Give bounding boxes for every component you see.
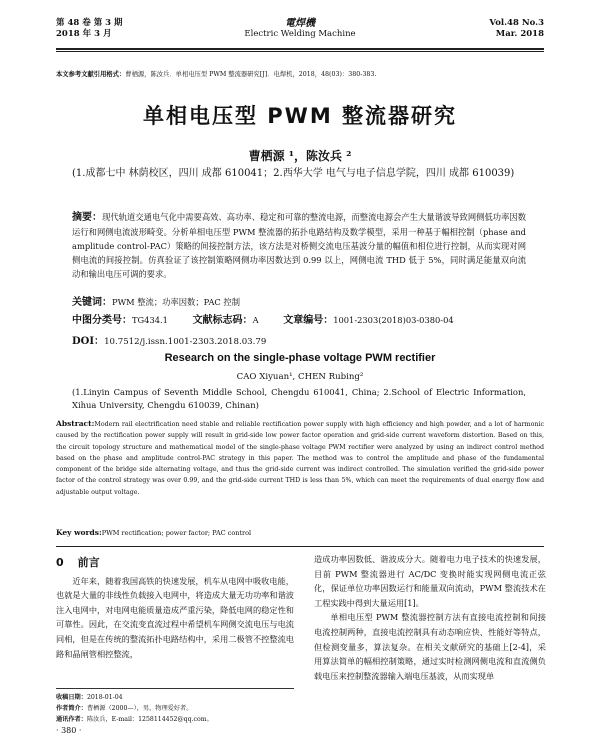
issue-info-en: [489, 18, 544, 40]
doc-code-label: 文献标志码：: [192, 315, 253, 326]
abstract-rule: [56, 546, 544, 547]
bio-label: 作者简介：: [56, 705, 87, 712]
journal-logo: 電焊機: [285, 18, 315, 29]
journal-header: [56, 18, 544, 46]
affiliation: (1.成都七中 林荫校区，四川 成都 610041；2.西华大学 电气与电子信息学院，四川 成都 610039): [72, 168, 515, 179]
clc-label: 中图分类号：: [72, 315, 132, 326]
section-title: 前言: [77, 556, 100, 569]
received-label: 收稿日期：: [56, 694, 87, 701]
corr-value: 陈汝兵，E-mail：1258114452@qq.com。: [86, 716, 213, 723]
citation-text: 曹栖源，陈汝兵．单相电压型 PWM 整流器研究[J]．电焊机，2018，48(03)：380-383.: [125, 71, 377, 78]
body-paragraph: 近年来，随着我国高铁的快速发展，机车从电网中吸收电能，也就是大量的非线性负载接入电网中，将造成大量无功功率和谐波注入电网中，对电网电能质量造成严重污染，降低电网的稳定性和可靠性。因此，在交流变直流过程中希望机车网侧交流电压与电流同相，但是在传统的整流拓扑电路结构中，采用二极管不控整流电路和晶闸管相控整流，: [56, 575, 294, 659]
keywords-en: [56, 528, 544, 537]
volume-en: Vol.48 No.3: [489, 18, 544, 28]
corr-label: 通讯作者：: [56, 716, 87, 723]
issue-volume: 第 48 卷 第 3 期: [56, 18, 123, 28]
article-no-label: 文章编号：: [283, 315, 334, 326]
page-number: · 380 ·: [56, 726, 82, 735]
section-number: 0: [56, 556, 64, 569]
abstract-en-label: Abstract:: [56, 419, 95, 428]
abstract-en-text: Modern rail electrification need stable and reliable rectification power supply with high efficiency and high powder, and a lot of harmonic caused by the rectification power supply will result in grid-side low power factor operation and grid-side current waveform distortion. Based on this, the circuit topology structure and mathematical model of the single-phase voltage PWM rectifier were analyzed by using an indirect control method based on the phase and amplitude control-PAC strategy in this paper. The method was to control the amplitude and phase of the fundamental component of the bridge side alternating voltage, and thus the grid-side current was indirect controlled. The simulation verified the grid-side power factor of the control strategy was over 0.99, and the grid-side current THD is less than 5%, which can meet the requirements of dual energy flow and adjustable output voltage.: [56, 421, 544, 496]
abstract-en: [56, 418, 544, 498]
received-value: 2018-01-04: [86, 694, 123, 701]
journal-name: [56, 18, 544, 40]
section-heading: [56, 556, 294, 571]
doi-value[interactable]: 10.7512/j.issn.1001-2303.2018.03.79: [104, 337, 267, 347]
footnote: [56, 688, 294, 725]
body-paragraph: 单相电压型 PWM 整流器控制方法有直接电流控制和间接电流控制两种，直接电流控制具有动态响应快、性能好等特点，但检测变量多，算法复杂。在相关文献研究的基础上[2-4]，采用算法简单的幅相控制策略，通过实时检测网侧电流和直流侧负载电压来控制整流器输入端电压基波，从而实现单: [314, 612, 546, 681]
doc-code-value: A: [252, 315, 259, 325]
citation-label: 本文参考文献引用格式：: [56, 71, 126, 78]
issue-date: 2018 年 3 月: [56, 29, 112, 39]
keywords-text: PWM 整流；功率因数；PAC 控制: [112, 297, 241, 307]
keywords-label: 关键词：: [72, 297, 112, 308]
citation-line: [56, 70, 544, 79]
paper-title: 单相电压型 PWM 整流器研究: [142, 104, 458, 128]
paper-title-en: Research on the single-phase voltage PWM rectifier: [164, 352, 436, 364]
doi-label: DOI：: [72, 336, 105, 347]
article-no-value: 1001-2303(2018)03-0380-04: [333, 315, 454, 325]
body-column-left: [56, 556, 294, 661]
date-en: Mar. 2018: [495, 29, 544, 39]
body-column-right: [314, 552, 546, 683]
keywords-en-text: PWM rectification; power factor; PAC control: [101, 529, 252, 537]
authors: 曹栖源 ¹，陈汝兵 ²: [248, 149, 352, 163]
abstract-text: 现代轨道交通电气化中需要高效、高功率、稳定和可靠的整流电源，而整流电源会产生大量谐波导致网侧低功率因数运行和网侧电流波形畸变。分析单相电压型 PWM 整流器的拓扑电路结构及数学模型，采用一种基于幅相控制（phase and amplitude control-PAC）策略的间接控制方法，该方法是对桥侧交流电压基波分量的幅值和相位进行控制，从而实现对网侧电流的间接控制。仿真验证了该控制策略网侧功率因数达到 0.99 以上，网侧电流 THD 低于 5%，同时满足能量双向流动和输出电压可调的要求。: [72, 212, 527, 279]
keywords-en-label: Key words:: [56, 528, 102, 537]
authors-en: CAO Xiyuan¹, CHEN Rubing²: [236, 372, 364, 382]
affiliation-en: (1.Linyin Campus of Seventh Middle School, Chengdu 610041, China; 2.School of Electric Information, Xihua University, Chengdu 610039, Chinan): [72, 387, 526, 410]
keywords-cn: [72, 296, 526, 309]
body-paragraph: 造成功率因数低、谐波成分大。随着电力电子技术的快速发展，目前 PWM 整流器进行 AC/DC 变换时能实现网侧电流正弦化，保证单位功率因数运行和能量双向流动，PWM 整流技术在工程实践中得到大量运用[1]。: [314, 554, 546, 608]
abstract-label: 摘要：: [72, 212, 103, 223]
doi-line: [72, 332, 526, 347]
bio-value: 曹栖源（2000—），男，物理爱好者。: [86, 705, 193, 712]
header-rule: [56, 48, 544, 50]
classification-line: [72, 314, 526, 327]
header-rule-thin: [56, 51, 544, 52]
abstract-cn: [72, 210, 526, 281]
journal-name-en: Electric Welding Machine: [244, 29, 356, 39]
clc-value: TG434.1: [132, 315, 168, 325]
